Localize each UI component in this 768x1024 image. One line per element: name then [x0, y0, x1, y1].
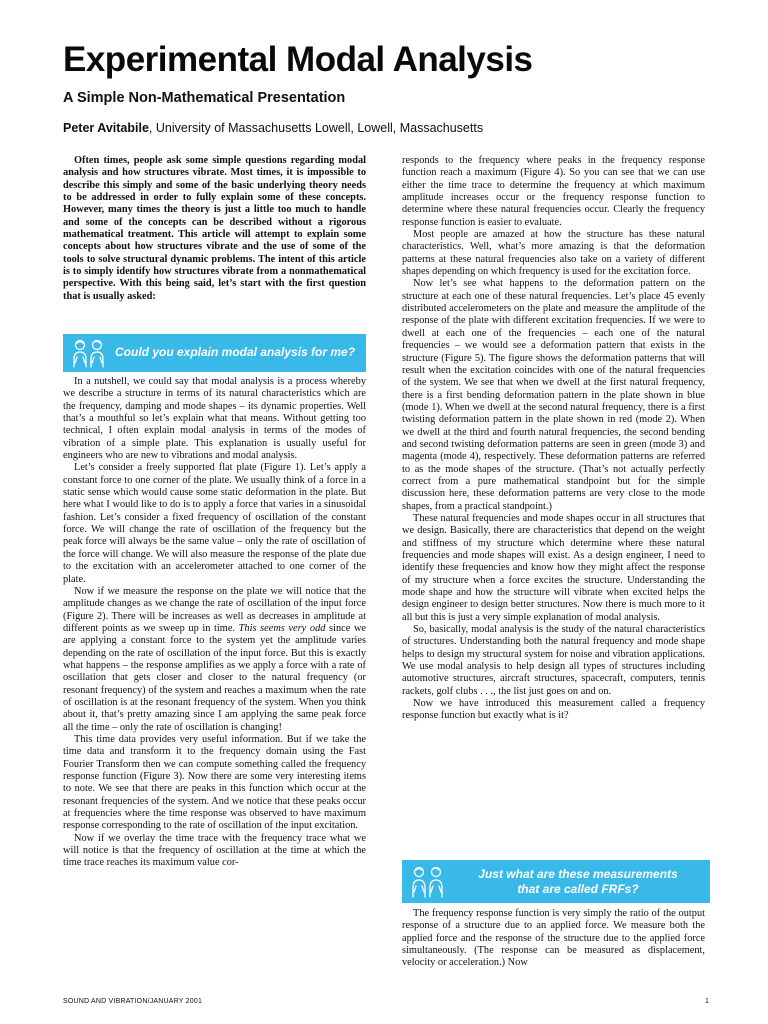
- paragraph: So, basically, modal analysis is the study of the natural characteristics of structures. Understanding both the natural frequency and mode shape helps to design my structural system for noise and vibration applications. We use modal analysis to help design all types of structures including automotive structures, aircraft structures, spacecraft, computers, tennis rackets, golf clubs . . ., the list just goes on and on.: [402, 624, 705, 697]
- paragraph: These natural frequencies and mode shapes occur in all structures that we design. Basically, there are characteristics that depend on the weight and stiffness of my structure which determine where these natural frequencies and mode shapes will exist. As a design engineer, I need to identify these frequencies and know how they might affect the response of my structure when a force excites the structure. Understanding the mode shape and how the structure will vibrate when excited helps the design engineer to design better structures. Now there is much more to it all but this is just a very simple explanation of modal analysis.: [402, 512, 705, 623]
- paragraph: In a nutshell, we could say that modal analysis is a process whereby we describe a structure in terms of its natural characteristics which are the frequency, damping and mode shapes – its dynamic properties. Well that’s a mouthful so let’s explain what that means. Without getting too technical, I often explain modal analysis in terms of the modes of vibration of a simple plate. This explanation is usually useful for engineers who are new to vibrations and modal analysis.: [63, 376, 366, 462]
- paragraph: [63, 586, 366, 734]
- paragraph: responds to the frequency where peaks in the frequency response function reach a maximum (Figure 4). So you can see that we can use either the time trace to determine the frequency at which maximum amplitude increases occur or the frequency response function to determine where these natural frequencies occur. Clearly the frequency response function is easier to evaluate.: [402, 155, 705, 228]
- paragraph: Now we have introduced this measurement called a frequency response function but exactly what is it?: [402, 698, 705, 722]
- callout-question-line: Just what are these measurements: [478, 867, 678, 881]
- paragraph: Now if we overlay the time trace with the frequency trace what we will notice is that the frequency of oscillation at the time at which the time trace reaches its maximum value cor-: [63, 832, 366, 869]
- paragraph: This time data provides very useful information. But if we take the time data and transform it to the frequency domain using the Fast Fourier Transform then we can compute something called the frequency response function (Figure 3). Now there are some very interesting items to note. We see that there are peaks in this function which occur at the resonant frequencies of the system. And we notice that these peaks occur at frequencies where the time response was observed to have maximum response corresponding to the rate of oscillation of the input excitation.: [63, 733, 366, 832]
- article-title: Experimental Modal Analysis: [63, 40, 533, 79]
- emphasis-text: This seems very odd: [238, 622, 326, 634]
- callout-question: [458, 867, 698, 897]
- intro-paragraph: Often times, people ask some simple questions regarding modal analysis and how structures vibrate. Most times, it is impossible to describe this simply and some of the basic underlying theory needs to be addressed in order to fully explain some of these concepts. However, many times the theory is just a little too much to handle and some of the concepts can be described without a rigorous mathematical treatment. This article will attempt to explain some concepts about how structures vibrate and the use of some of the tools to solve structural dynamic problems. The intent of this article is to simply identify how structures vibrate from a nonmathematical perspective. With this being said, let’s start with the first question that is usually asked:: [63, 155, 366, 302]
- article-subtitle: A Simple Non-Mathematical Presentation: [63, 90, 346, 106]
- two-people-talking-icon: [69, 337, 109, 369]
- paragraph-text: since we are applying a constant force to the system yet the amplitude varies depending on the rate of oscillation of the input force. But this is exactly what happens – the response amplifies as we apply a force with a rate of oscillation that gets closer and closer to the natural frequency (or resonant frequency) of the system and reaches a maximum when the rate of oscillation is at the resonant frequency of the system. When you think about it, that’s pretty amazing since I am applying the same peak force all the time – only the rate of oscillation is changing!: [63, 622, 366, 733]
- callout-question-line: that are called FRFs?: [517, 882, 639, 896]
- paragraph-text: Now if we measure the response on the plate we will notice that the amplitude changes as we change the rate of oscillation of the input force (Figure 2). There will be increases as well as decreases in amplitude at different points as we sweep up in time.: [63, 585, 366, 634]
- right-column-bottom: [402, 908, 705, 970]
- paragraph: The frequency response function is very simply the ratio of the output response of a structure due to an applied force. We measure both the applied force and the response of the structure due to the applied force simultaneously. (The response can be measured as displacement, velocity or acceleration.) Now: [402, 908, 705, 969]
- paragraph: Most people are amazed at how the structure has these natural characteristics. Well, what’s more amazing is that the deformation patterns at these natural frequencies also take on a variety of different shapes depending on which frequency is used for the excitation force.: [402, 229, 705, 278]
- question-callout-1: [63, 334, 366, 372]
- paragraph: Let’s consider a freely supported flat plate (Figure 1). Let’s apply a constant force to one corner of the plate. We usually think of a force in a static sense which would cause some static deformation in the plate. But here what I would like to do is to apply a force that varies in a sinusoidal fashion. Let’s consider a fixed frequency of oscillation of the constant force. We will change the rate of oscillation of the frequency but the peak force will always be the same value – only the rate of oscillation of the force will change. We will also measure the response of the plate due to the excitation with an accelerometer attached to one corner of the plate.: [63, 462, 366, 585]
- journal-footer: SOUND AND VIBRATION/JANUARY 2001: [63, 998, 203, 1005]
- right-column: [402, 155, 705, 723]
- byline: [63, 120, 483, 136]
- author-name: Peter Avitabile: [63, 121, 149, 135]
- paragraph: Now let’s see what happens to the deformation pattern on the structure at each one of these natural frequencies. Let’s place 45 evenly distributed accelerometers on the plate and measure the amplitude of the response of the plate with different excitation frequencies. If we were to dwell at each one of the frequencies – each one of the natural frequencies – we would see a deformation pattern that exists in the structure (Figure 5). The figure shows the deformation patterns that will result when the excitation coincides with one of the natural frequencies of the system. We see that when we dwell at the first natural frequency, there is a first bending deformation pattern in the plate shown in blue (mode 1). When we dwell at the second natural frequency, there is a first twisting deformation pattern in the plate shown in red (mode 2). When we dwell at the third and fourth natural frequencies, the second bending and second twisting deformation patterns are seen in green (mode 3) and magenta (mode 4), respectively. These deformation patterns are referred to as the mode shapes of the structure. (That’s not actually perfectly correct from a pure mathematical standpoint but for the simple discussion here, these deformation patterns are very close to the mode shapes, from a practical standpoint.): [402, 278, 705, 512]
- left-column: [63, 376, 366, 870]
- callout-question: Could you explain modal analysis for me?: [115, 345, 356, 359]
- intro-column: [63, 155, 366, 303]
- author-affiliation: , University of Massachusetts Lowell, Lowell, Massachusetts: [148, 121, 484, 135]
- page-number: 1: [705, 998, 710, 1005]
- two-people-talking-icon: [408, 863, 448, 899]
- question-callout-2: [402, 860, 710, 903]
